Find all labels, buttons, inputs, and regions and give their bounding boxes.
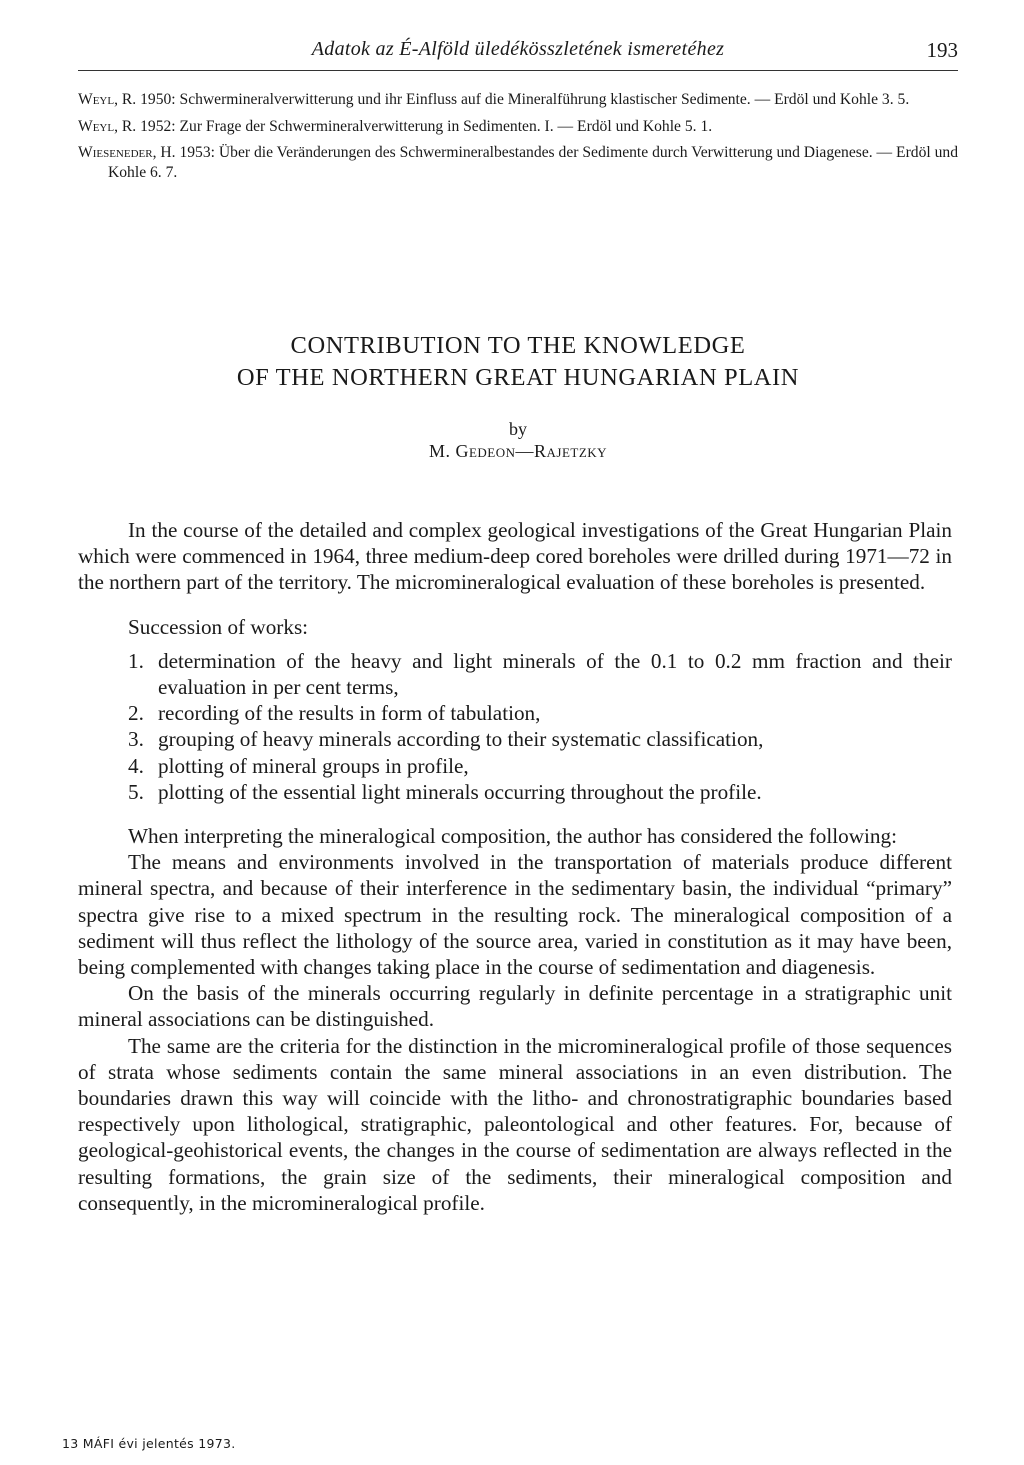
list-item	[78, 753, 952, 779]
list-item-text: determination of the heavy and light minerals of the 0.1 to 0.2 mm fraction and their evaluation in per cent terms,	[158, 648, 952, 700]
reference-text: 1950: Schwermineralverwitterung und ihr Einfluss auf die Mineralführung klastischer Sedimente. — Erdöl und Kohle 3. 5.	[136, 91, 910, 108]
works-list	[78, 648, 952, 805]
page-number: 193	[926, 38, 958, 62]
article-title-line-1: CONTRIBUTION TO THE KNOWLEDGE	[290, 332, 746, 359]
succession-heading: Succession of works:	[128, 614, 309, 639]
list-item	[78, 648, 952, 700]
list-item-number: 3.	[128, 727, 144, 752]
paragraph-interpret: When interpreting the mineralogical composition, the author has considered the following:	[128, 824, 898, 849]
reference-text: 1953: Über die Veränderungen des Schwermineralbestandes der Sedimente durch Verwitterung und Diagenese. — Erdöl und Kohle 6. 7.	[108, 144, 958, 181]
reference-list	[78, 90, 958, 189]
reference-text: 1952: Zur Frage der Schwermineralverwitterung in Sedimenten. I. — Erdöl und Kohle 5. 1.	[136, 117, 713, 135]
byline-by: by	[509, 419, 527, 439]
list-item-text: grouping of heavy minerals according to their systematic classification,	[158, 727, 764, 752]
paragraph-same-criteria: The same are the criteria for the distinction in the micromineralogical profile of those sequences of strata whose sediments contain the same mineral associations in an even distribution. The boundaries drawn this way will coincide with the litho- and chronostratigraphic boundaries based respectively upon lithological, stratigraphic, paleontological and other features. For, because of geological-geohistorical events, the changes in the course of sedimentation are always reflected in the resulting formations, the grain size of the sediments, their mineralogical composition and consequently, in the micromineralogical profile.	[78, 1033, 952, 1215]
article-title-block	[78, 330, 958, 462]
list-item	[78, 779, 952, 805]
paragraph-basis: On the basis of the minerals occurring regularly in definite percentage in a stratigraphic unit mineral associations can be distinguished.	[78, 981, 952, 1032]
running-header	[78, 38, 958, 71]
list-item-number: 5.	[128, 779, 144, 804]
running-title: Adatok az É-Alföld üledékösszletének ismeretéhez	[311, 38, 725, 60]
reference-author: Weyl, R.	[78, 117, 137, 135]
author-name: M. Gedeon—Rajetzky	[428, 441, 608, 461]
paragraph-intro: In the course of the detailed and complex geological investigations of the Great Hungarian Plain which were commenced in 1964, three medium-deep cored boreholes were drilled during 1971—72 in the northern part of the territory. The micromineralogical evaluation of these boreholes is presented.	[78, 518, 952, 595]
reference-item	[78, 90, 958, 110]
reference-item	[78, 117, 958, 137]
list-item-text: plotting of the essential light minerals occurring throughout the profile.	[158, 779, 762, 804]
article-body	[78, 517, 952, 1216]
reference-item	[78, 143, 958, 182]
paragraph-means: The means and environments involved in the transportation of materials produce different mineral spectra, and because of their interference in the sedimentary basin, the individual “primary” spectra give rise to a mixed spectrum in the resulting rock. The mineralogical composition of a sediment will thus reflect the lithology of the source area, varied in constitution as it may have been, being complemented with changes taking place in the course of sedimentation and diagenesis.	[78, 850, 952, 980]
footer-signature: 13 MÁFI évi jelentés 1973.	[62, 1436, 236, 1451]
list-item	[78, 726, 952, 752]
list-item-number: 1.	[128, 648, 144, 673]
list-item-number: 2.	[128, 701, 144, 726]
article-title-line-2: OF THE NORTHERN GREAT HUNGARIAN PLAIN	[236, 364, 800, 391]
list-item-number: 4.	[128, 753, 144, 778]
list-item-text: recording of the results in form of tabulation,	[158, 701, 541, 726]
reference-author: Weyl, R.	[78, 91, 137, 108]
list-item	[78, 700, 952, 726]
reference-author: Wieseneder, H.	[78, 144, 176, 161]
list-item-text: plotting of mineral groups in profile,	[158, 753, 469, 778]
